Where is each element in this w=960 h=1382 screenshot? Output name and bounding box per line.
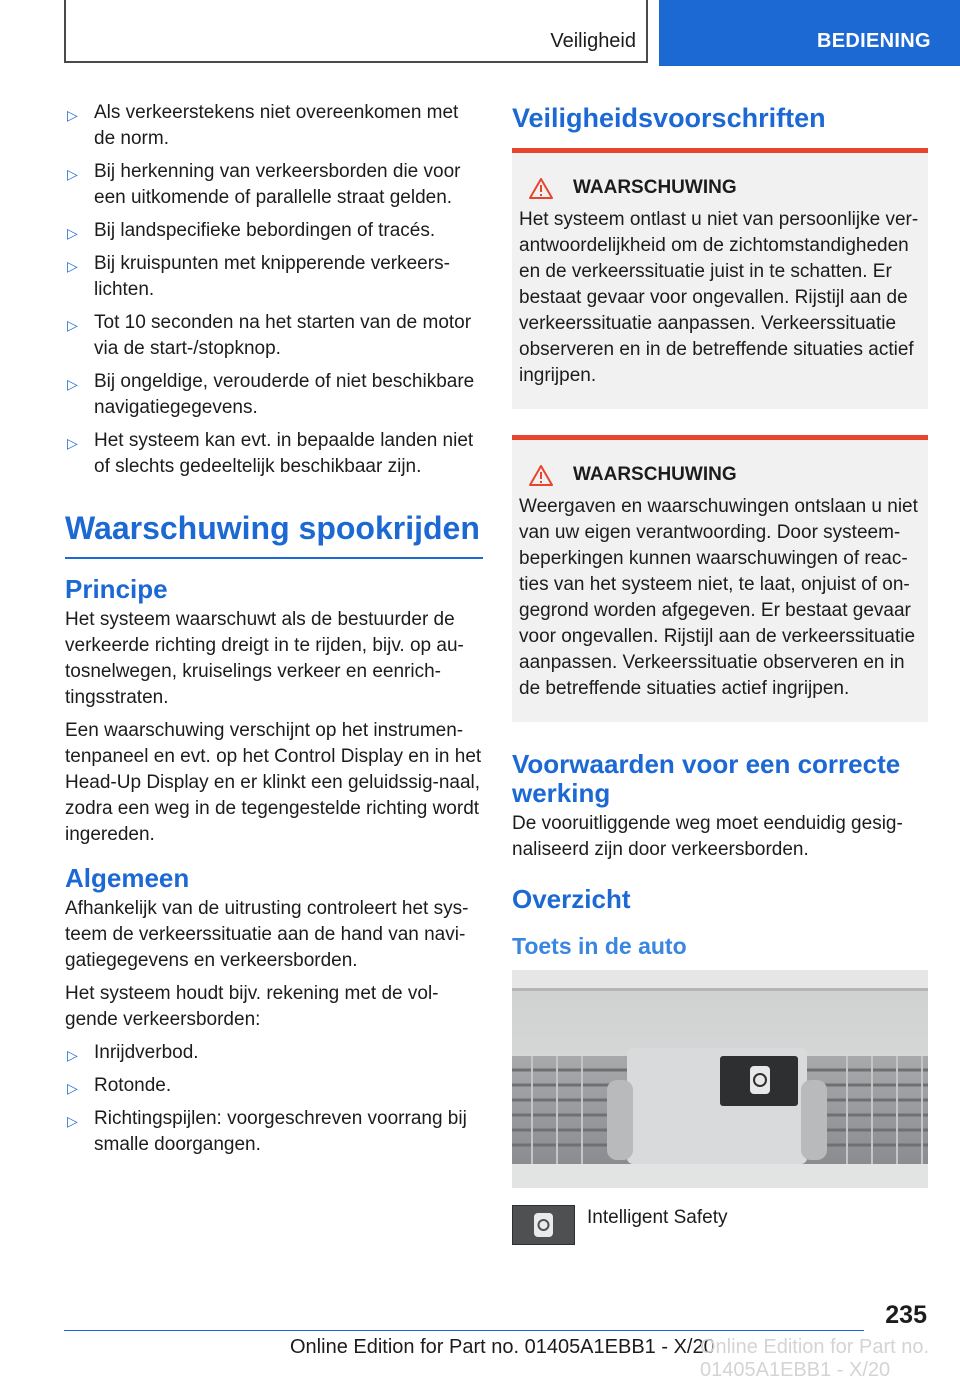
list-item: ▷ Richtingspijlen: voorgeschreven voorrang bij smalle doorgangen. bbox=[67, 1108, 467, 1155]
intelligent-safety-button-icon bbox=[512, 1205, 575, 1245]
triangle-bullet-icon: ▷ bbox=[67, 1113, 78, 1129]
caption-text: Intelligent Safety bbox=[587, 1207, 728, 1228]
triangle-bullet-icon: ▷ bbox=[67, 1080, 78, 1096]
safety-heading: Veiligheidsvoorschriften bbox=[512, 103, 826, 133]
warning-title: WAARSCHUWING bbox=[573, 177, 737, 198]
triangle-bullet-icon: ▷ bbox=[67, 1047, 78, 1063]
list-item: ▷ Bij herkenning van verkeersborden die voor een uitkomende of parallelle straat gelden. bbox=[67, 161, 461, 208]
subheading: Toets in de auto bbox=[512, 933, 687, 959]
list-item: ▷ Rotonde. bbox=[65, 1073, 483, 1099]
list-item: ▷ Het systeem kan evt. in bepaalde landen niet of slechts gedeeltelijk beschikbaar zijn. bbox=[67, 430, 474, 477]
paragraph: Een waarschuwing verschijnt op het instrumen-tenpaneel en evt. op het Control Display en in het Head-Up Display en er klinkt een geluidssig-naal, zodra een weg in de tegengestelde richting wordt ingereden. bbox=[65, 720, 482, 845]
warning-text: Het systeem ontlast u niet van persoonlijke ver-antwoordelijkheid om de zichtomstandigheden en de verkeerssituatie juist in te schatten. Er bestaat gevaar voor ongevallen. Rijstijl aan de verkeerssituatie aanpassen. Verkeerssituatie observeren en in de betreffende situaties actief ingrijpen. bbox=[519, 209, 919, 386]
list-item: ▷ Inrijdverbod. bbox=[65, 1040, 483, 1066]
paragraph: Het systeem houdt bijv. rekening met de vol-gende verkeersborden: bbox=[65, 983, 439, 1030]
list-item: ▷ Tot 10 seconden na het starten van de motor via de start-/stopknop. bbox=[67, 312, 472, 359]
chapter-tab[interactable]: BEDIENING bbox=[659, 0, 960, 66]
left-column bbox=[65, 100, 483, 1165]
condition-list bbox=[65, 100, 483, 480]
page-number: 235 bbox=[885, 1301, 927, 1329]
warning-box bbox=[512, 148, 928, 409]
edition-text: Online Edition for Part no. 01405A1EBB1 - X/20 bbox=[290, 1336, 715, 1358]
list-item: ▷ Bij landspecifieke bebordingen of tracés. bbox=[65, 218, 483, 244]
overview-heading: Overzicht bbox=[512, 884, 631, 914]
list-item: ▷ Bij ongeldige, verouderde of niet beschikbare navigatiegegevens. bbox=[67, 371, 475, 418]
triangle-bullet-icon: ▷ bbox=[67, 225, 78, 241]
list-item: ▷ Bij kruispunten met knipperende verkeers-lichten. bbox=[67, 253, 450, 300]
triangle-bullet-icon: ▷ bbox=[67, 376, 78, 392]
section-title: Veiligheid bbox=[550, 30, 636, 52]
paragraph: Afhankelijk van de uitrusting controleert het sys-teem de verkeerssituatie aan de hand van navi-gatiegegevens en verkeersborden. bbox=[65, 898, 469, 971]
paragraph: De vooruitliggende weg moet eenduidig gesig-naliseerd zijn door verkeersborden. bbox=[512, 813, 903, 860]
triangle-bullet-icon: ▷ bbox=[67, 258, 78, 274]
warning-box bbox=[512, 435, 928, 722]
list-item: ▷ Als verkeerstekens niet overeenkomen met de norm. bbox=[67, 102, 459, 149]
triangle-bullet-icon: ▷ bbox=[67, 107, 78, 123]
triangle-bullet-icon: ▷ bbox=[67, 317, 78, 333]
principe-heading: Principe bbox=[65, 574, 168, 604]
right-column bbox=[512, 100, 928, 1245]
warning-title: WAARSCHUWING bbox=[573, 464, 737, 485]
sign-list bbox=[65, 1040, 483, 1158]
figure-caption-row bbox=[512, 1205, 928, 1245]
paragraph: Het systeem waarschuwt als de bestuurder de verkeerde richting dreigt in te rijden, bijv. op au-tosnelwegen, kruiselings verkeer en eenrich-tingsstraten. bbox=[65, 609, 464, 708]
algemeen-heading: Algemeen bbox=[65, 863, 190, 893]
warning-triangle-icon bbox=[529, 465, 553, 486]
car-console-photo bbox=[512, 970, 928, 1188]
triangle-bullet-icon: ▷ bbox=[67, 435, 78, 451]
requirements-heading: Voorwaarden voor een correcte werking bbox=[512, 749, 901, 808]
section-heading: Waarschuwing spookrijden bbox=[65, 508, 483, 559]
warning-text: Weergaven en waarschuwingen ontslaan u niet van uw eigen verantwoording. Door systeem-beperkingen kunnen waarschuwingen of reac-ties van het systeem niet, te laat, onjuist of on-gegrond worden afgegeven. Er bestaat gevaar voor ongevallen. Rijstijl aan de verkeerssituatie aanpassen. Verkeerssituatie observeren en in de betreffende situaties actief ingrijpen. bbox=[519, 496, 918, 699]
watermark-text: Online Edition for Part no. 01405A1EBB1 - X/20 bbox=[700, 1336, 930, 1381]
warning-triangle-icon bbox=[529, 178, 553, 199]
triangle-bullet-icon: ▷ bbox=[67, 166, 78, 182]
footer-divider bbox=[64, 1330, 864, 1331]
